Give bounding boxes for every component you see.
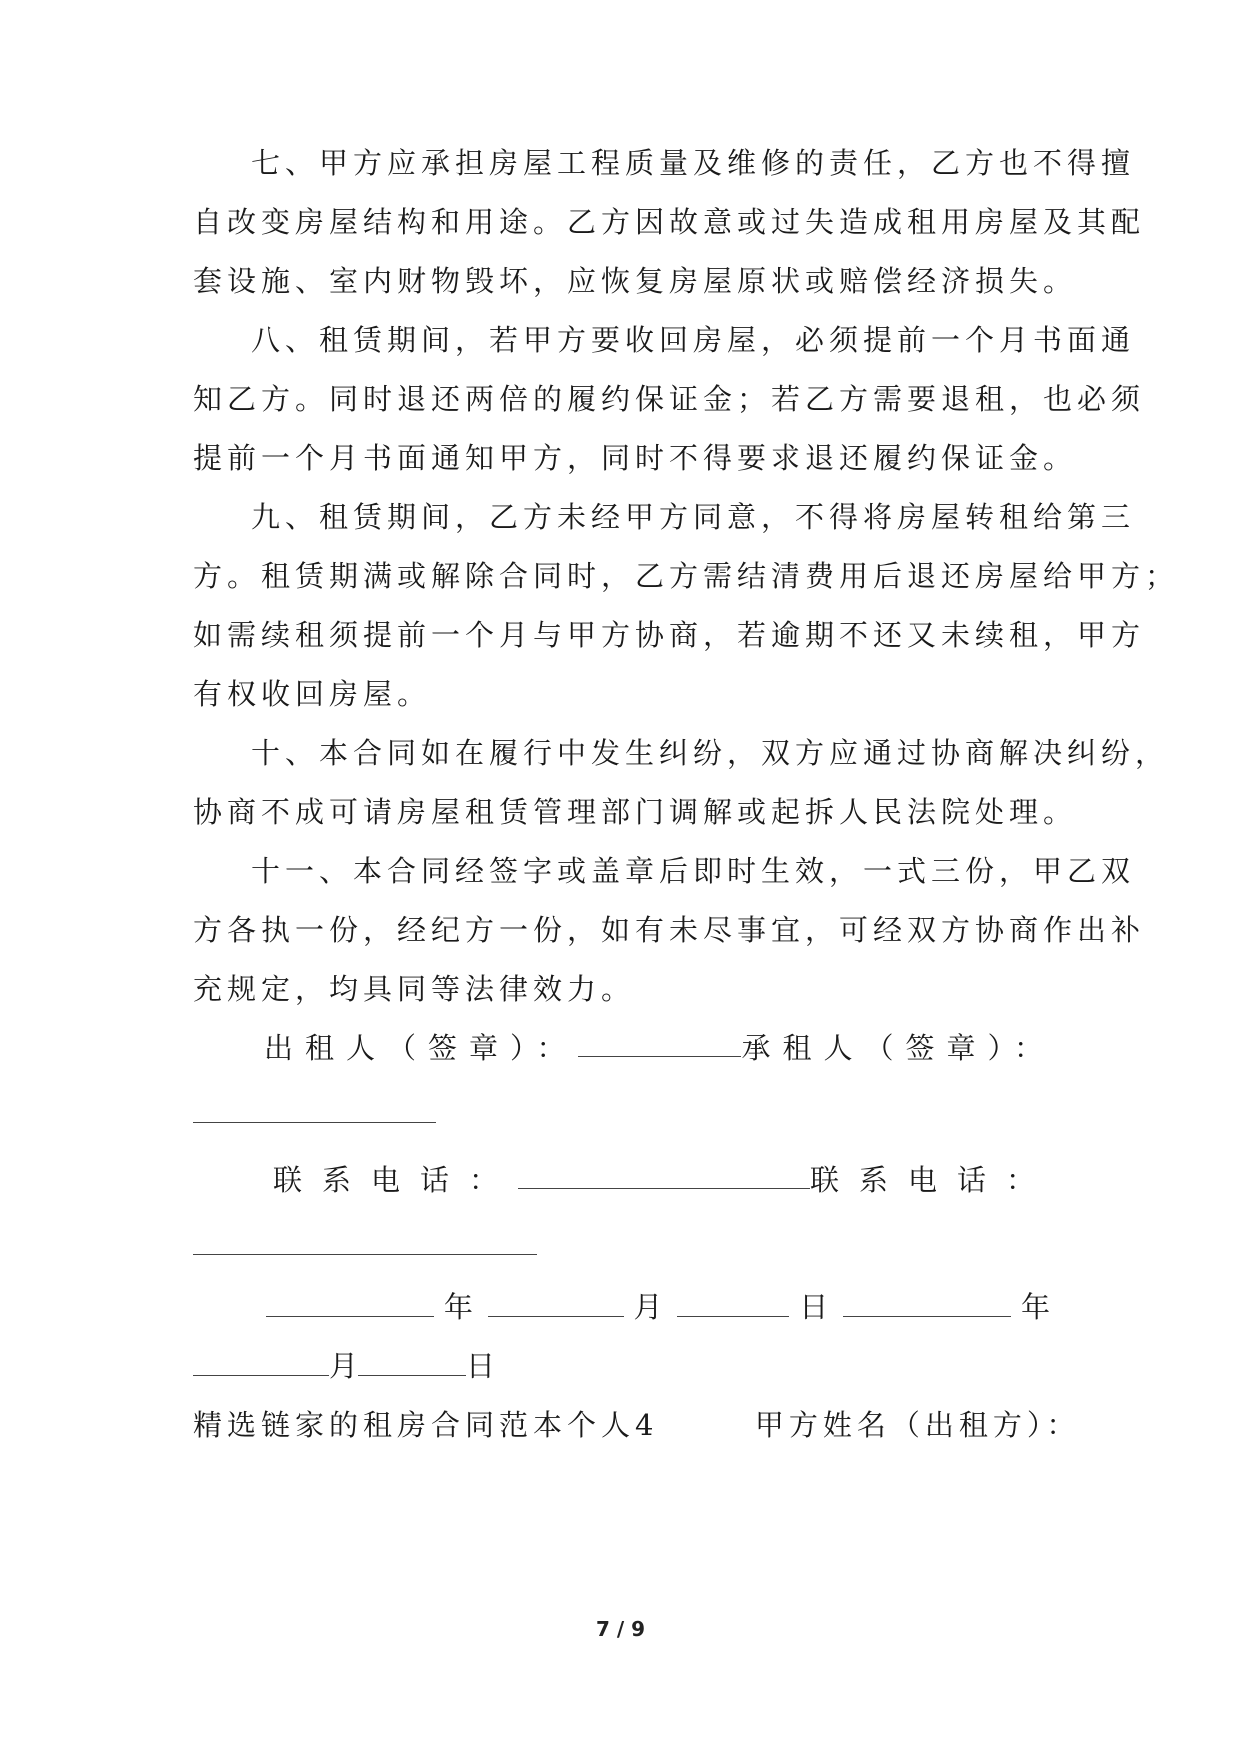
clause-8-line-3: 提前一个月书面通知甲方，同时不得要求退还履约保证金。 [193,441,1078,475]
lessee-signature-label: 承租人（签章）： [741,1031,1055,1065]
clause-8-line-1: 八、租赁期间，若甲方要收回房屋，必须提前一个月书面通 [251,323,1136,357]
date-line-2 [193,1346,1055,1386]
clause-10-line-2: 协商不成可请房屋租赁管理部门调解或起拆人民法院处理。 [193,795,1078,829]
lessee-year-label: 年 [1020,1290,1055,1324]
clause-11-line-1: 十一、本合同经签字或盖章后即时生效，一式三份，甲乙双 [251,854,1136,888]
date-line [266,1287,1055,1327]
lessee-day-label: 日 [466,1349,496,1383]
clause-9-line-4: 有权收回房屋。 [193,677,432,711]
lessor-phone-blank[interactable] [518,1160,810,1189]
next-section-title: 精选链家的租房合同范本个人4 [193,1408,659,1442]
signature-row [264,1028,1055,1068]
lessor-day-blank[interactable] [677,1288,789,1317]
lessee-month-blank[interactable] [193,1347,329,1376]
lessee-month-label: 月 [329,1349,359,1383]
clause-9-line-1: 九、租赁期间，乙方未经甲方同意，不得将房屋转租给第三 [251,500,1136,534]
lessee-phone-blank[interactable] [193,1254,537,1255]
lessor-phone-label: 联系电话： [273,1163,519,1197]
clause-8-line-2: 知乙方。同时退还两倍的履约保证金；若乙方需要退租，也必须 [193,382,1146,416]
party-a-name-label: 甲方姓名（出租方）： [754,1408,1081,1442]
lessor-year-label: 年 [443,1290,478,1324]
phone-row [273,1160,1055,1200]
clause-11-line-3: 充规定，均具同等法律效力。 [193,972,636,1006]
clause-7-line-2: 自改变房屋结构和用途。乙方因故意或过失造成租用房屋及其配 [193,205,1146,239]
lessor-month-label: 月 [633,1290,668,1324]
lessor-month-blank[interactable] [488,1288,624,1317]
clause-10-line-1: 十、本合同如在履行中发生纠纷，双方应通过协商解决纠纷， [251,736,1170,770]
signature-line [264,1028,1055,1068]
page-number: 7 / 9 [595,1617,646,1641]
lessor-signature-blank[interactable] [578,1028,742,1057]
lessor-year-blank[interactable] [266,1288,434,1317]
clause-11-line-2: 方各执一份，经纪方一份，如有未尽事宜，可经双方协商作出补 [193,913,1146,947]
clause-7-line-3: 套设施、室内财物毁坏，应恢复房屋原状或赔偿经济损失。 [193,264,1078,298]
lessee-year-blank[interactable] [843,1288,1011,1317]
clause-9-line-2: 方。租赁期满或解除合同时，乙方需结清费用后退还房屋给甲方； [193,559,1180,593]
next-section-line [193,1405,1081,1445]
lessee-day-blank[interactable] [358,1347,466,1376]
phone-line [273,1160,1055,1200]
date-row [266,1287,1055,1327]
lessor-signature-label: 出租人（签章）： [264,1031,578,1065]
lessee-signature-blank[interactable] [193,1122,436,1123]
clause-7-line-1: 七、甲方应承担房屋工程质量及维修的责任，乙方也不得擅 [251,146,1136,180]
clause-9-line-3: 如需续租须提前一个月与甲方协商，若逾期不还又未续租，甲方 [193,618,1146,652]
lessor-day-label: 日 [799,1290,834,1324]
lessee-phone-label: 联系电话： [809,1163,1055,1197]
